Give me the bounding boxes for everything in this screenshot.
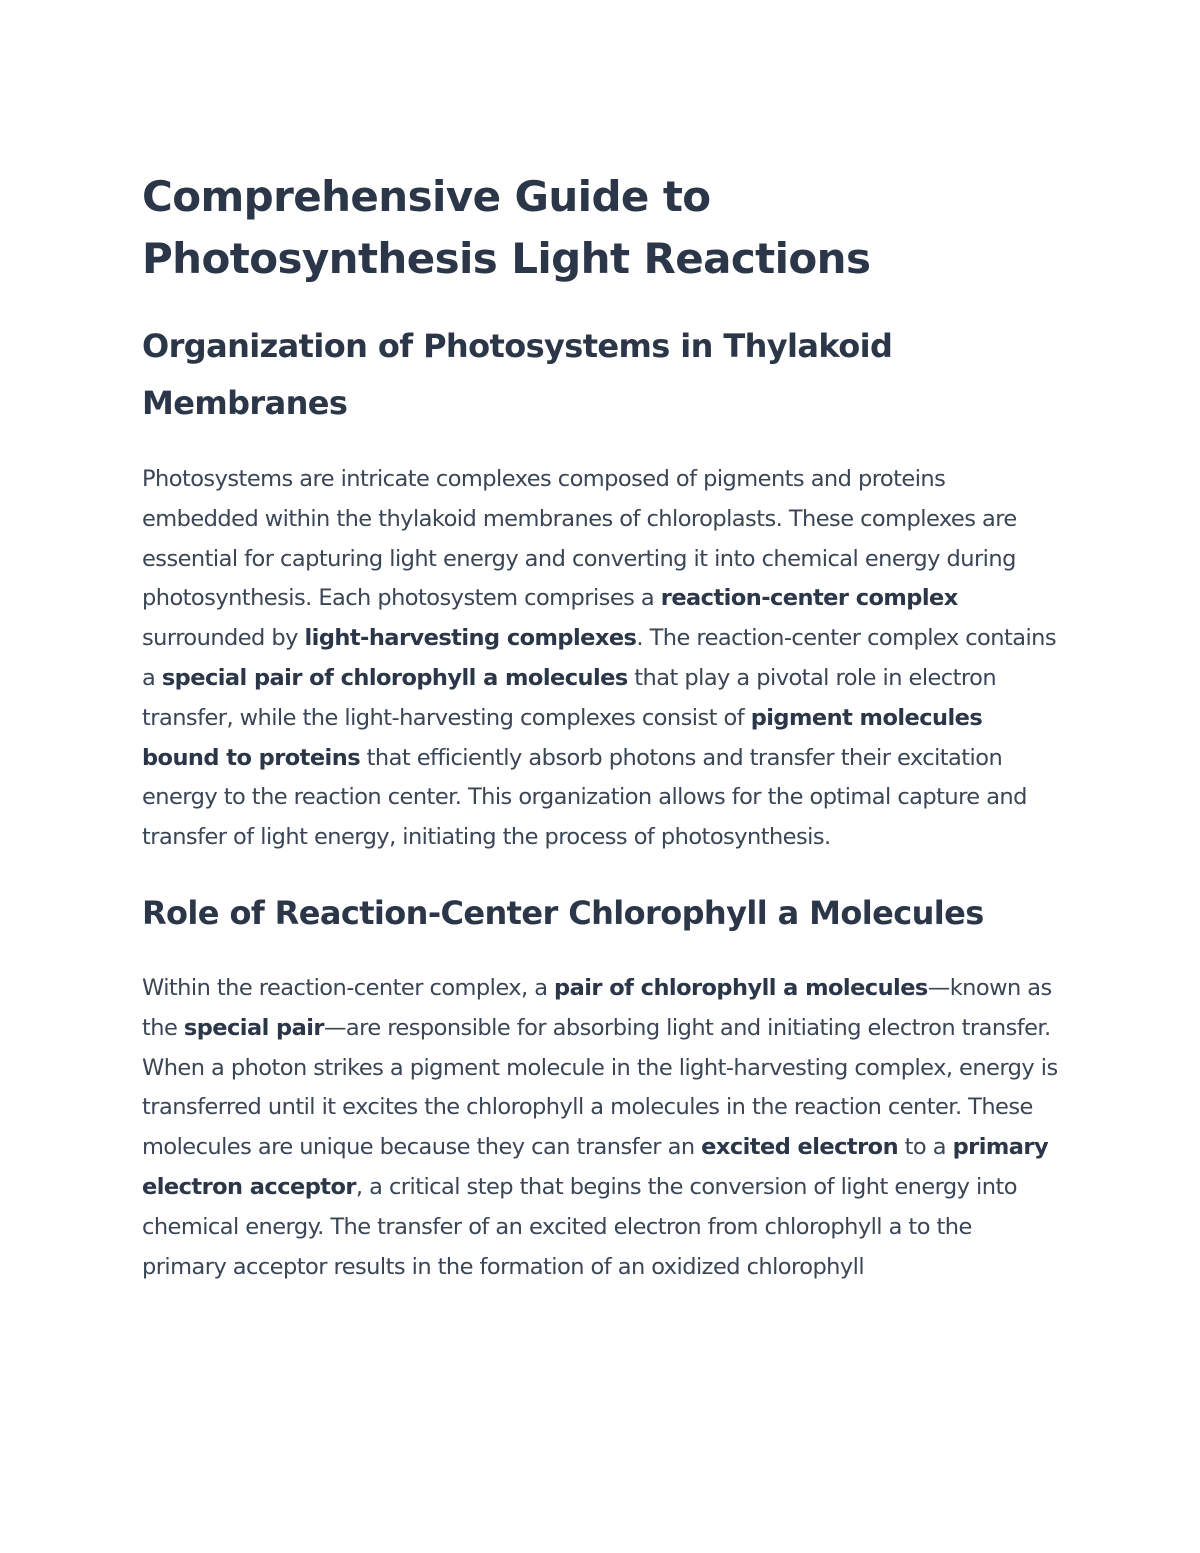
section-heading-photosystems: Organization of Photosystems in Thylakoid Membranes xyxy=(142,327,893,422)
bold-term: primary electron acceptor xyxy=(142,1134,1049,1200)
paragraph-text: —known as the xyxy=(142,974,1052,1041)
section-paragraph-reaction-center xyxy=(142,969,1062,1287)
paragraph-text: . The reaction-center complex contains a xyxy=(142,625,1057,691)
paragraph-text: Photosystems are intricate complexes composed of pigments and proteins embedded within the thylakoid membranes of chloroplasts. These complexes are essential for capturing light energy and converting it into chemical energy during photosynthesis. Each photosystem comprises a xyxy=(142,466,1017,612)
bold-term: special pair of chlorophyll a molecules xyxy=(161,664,628,691)
paragraph-text: to a xyxy=(898,1134,953,1161)
bold-term: excited electron xyxy=(701,1134,899,1161)
document-page xyxy=(142,166,1062,1287)
paragraph-text: Within the reaction-center complex, a xyxy=(142,974,555,1001)
section-heading-reaction-center: Role of Reaction-Center Chlorophyll a Molecules xyxy=(142,893,984,932)
paragraph-text: , a critical step that begins the conversion of light energy into chemical energy. The transfer of an excited electron from chlorophyll a to the primary acceptor results in the formation of an oxidized chlorophyll xyxy=(142,1173,1017,1280)
section-paragraph-photosystems xyxy=(142,460,1062,858)
paragraph-text: surrounded by xyxy=(142,625,305,652)
bold-term: light-harvesting complexes xyxy=(304,625,637,652)
document-title: Comprehensive Guide to Photosynthesis Light Reactions xyxy=(142,172,871,283)
paragraph-text: that efficiently absorb photons and transfer their excitation energy to the reaction center. This organization allows for the optimal capture and transfer of light energy, initiating the process of photosynthesis. xyxy=(142,744,1027,851)
bold-term: special pair xyxy=(183,1014,324,1041)
bold-term: reaction-center complex xyxy=(660,585,958,612)
paragraph-text: —are responsible for absorbing light and initiating electron transfer. When a photon strikes a pigment molecule in the light-harvesting complex, energy is transferred until it excites the chlorophyll a molecules in the reaction center. These molecules are unique because they can transfer an xyxy=(142,1014,1058,1161)
paragraph-text: that play a pivotal role in electron transfer, while the light-harvesting complexes consist of xyxy=(142,664,997,731)
bold-term: pair of chlorophyll a molecules xyxy=(554,974,928,1001)
bold-term: pigment molecules bound to proteins xyxy=(142,704,983,771)
